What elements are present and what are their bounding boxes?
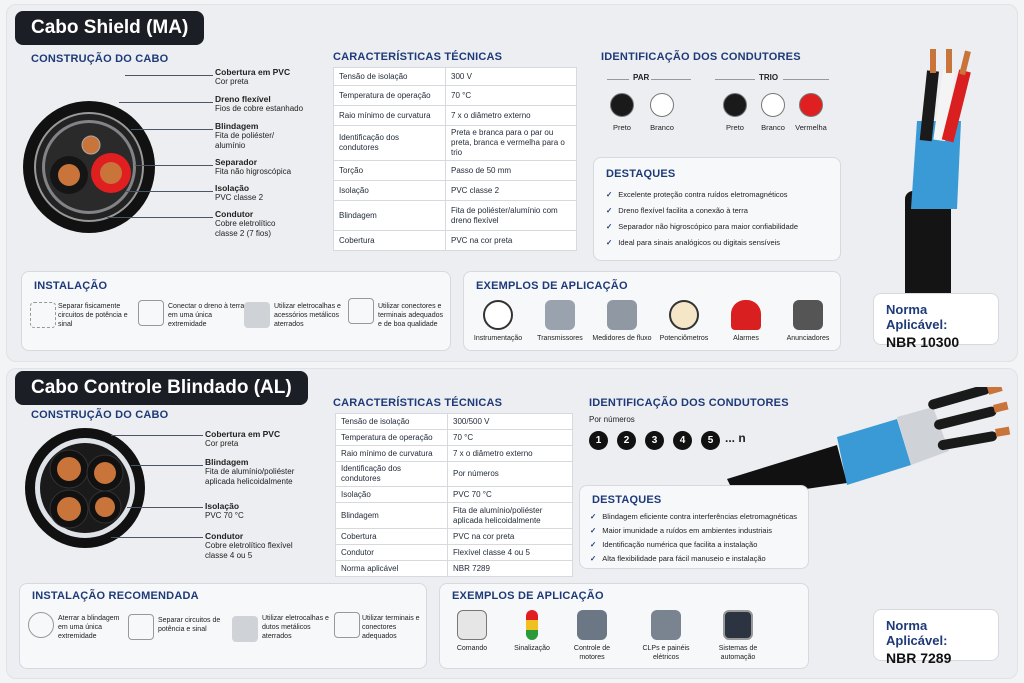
megaphone-icon [793, 300, 823, 330]
leader-line [125, 75, 213, 76]
cable-tray-icon [232, 616, 258, 642]
number-badge: 4 [673, 431, 692, 450]
conductor-dot-branco [650, 93, 674, 117]
connector-icon [334, 612, 360, 638]
specs-heading-ma: CARACTERÍSTICAS TÉCNICAS [333, 51, 503, 63]
check-icon: ✓ [606, 238, 613, 247]
label-blindagem-ma: Blindagem Fita de poliéster/ alumínio [215, 121, 275, 150]
cabo-shield-panel [6, 4, 1018, 362]
transmitter-icon [545, 300, 575, 330]
highlights-card-al [579, 485, 809, 569]
apps-card-al [439, 583, 809, 669]
id-sub: Por números [589, 415, 635, 424]
install-card-al [19, 583, 427, 669]
conductor-dot-branco [761, 93, 785, 117]
color-label: Preto [613, 123, 631, 132]
table-row: Temperatura de operação 70 °C [334, 86, 577, 106]
highlight-item: ✓ Separador não higroscópico para maior confiabilidade [606, 222, 798, 231]
leader-line [125, 191, 213, 192]
cable-illustration-al [727, 387, 1013, 499]
number-badge: 5 [701, 431, 720, 450]
leader-line [119, 102, 213, 103]
trio-label: TRIO [759, 73, 779, 82]
leader-line [107, 217, 213, 218]
app-item: Sistemas de automação [708, 610, 768, 662]
color-label: Branco [761, 123, 785, 132]
potentiometer-icon [669, 300, 699, 330]
highlights-card-ma [593, 157, 841, 261]
leader-line [135, 165, 213, 166]
color-label: Branco [650, 123, 674, 132]
specs-table-al [335, 413, 573, 577]
check-icon: ✓ [590, 540, 597, 549]
ground-icon [28, 612, 54, 638]
connector-icon [348, 298, 374, 324]
table-row: Identificação dos condutores Preta e branca para o par ou preta, branca e vermelha para o trio [334, 126, 577, 161]
app-item: Anunciadores [778, 300, 838, 343]
number-badge: 3 [645, 431, 664, 450]
construction-heading-ma: CONSTRUÇÃO DO CABO [31, 53, 169, 65]
specs-table-ma [333, 67, 577, 251]
conductor-dot-preto [723, 93, 747, 117]
check-icon: ✓ [590, 512, 597, 521]
install-item: Utilizar conectores e terminais adequados e de boa qualidade [378, 303, 443, 328]
apps-card-ma [463, 271, 841, 351]
color-label: Preto [726, 123, 744, 132]
install-item: Utilizar eletrocalhas e dutos metálicos aterrados [262, 615, 329, 640]
id-heading-al: IDENTIFICAÇÃO DOS CONDUTORES [589, 397, 789, 409]
motor-icon [577, 610, 607, 640]
alarm-icon [731, 300, 761, 330]
install-item: Utilizar eletrocalhas e acessórios metálicos aterrados [274, 303, 341, 328]
conductor-dot-vermelha [799, 93, 823, 117]
install-item: Separar fisicamente circuitos de potência e sinal [58, 303, 128, 328]
table-row: Identificação dos condutores Por números [336, 462, 573, 487]
install-item: Separar circuitos de potência e sinal [158, 617, 221, 633]
par-label: PAR [633, 73, 650, 82]
ground-icon [138, 300, 164, 326]
leader-line [131, 129, 213, 130]
signal-tower-icon [526, 610, 538, 640]
install-item: Utilizar terminais e conectores adequados [362, 615, 420, 640]
cabo-controle-panel [6, 368, 1018, 679]
app-item: Instrumentação [468, 300, 528, 343]
norm-box-al [873, 609, 999, 666]
control-panel-icon [457, 610, 487, 640]
table-row: Blindagem Fita de alumínio/poliéster aplicada helicoidalmente [336, 503, 573, 529]
leader-line [127, 507, 203, 508]
app-item: Potenciômetros [654, 300, 714, 343]
cable-cross-section-al [19, 425, 159, 551]
number-badge: 1 [589, 431, 608, 450]
conductor-dot-preto [610, 93, 634, 117]
app-item: Sinalização [502, 610, 562, 653]
highlight-item: ✓ Identificação numérica que facilita a instalação [590, 540, 758, 549]
highlight-item: ✓ Blindagem eficiente contra interferências eletromagnéticas [590, 512, 797, 521]
flow-meter-icon [607, 300, 637, 330]
table-row: Tensão de isolação 300 V [334, 68, 577, 86]
check-icon: ✓ [606, 206, 613, 215]
label-condutor-al: Condutor Cobre eletrolítico flexível classe 4 ou 5 [205, 531, 293, 560]
table-row: Cobertura PVC na cor preta [334, 231, 577, 251]
app-item: Transmissores [530, 300, 590, 343]
specs-heading-al: CARACTERÍSTICAS TÉCNICAS [333, 397, 503, 409]
leader-line [111, 537, 203, 538]
check-icon: ✓ [606, 222, 613, 231]
install-card-ma [21, 271, 451, 351]
leader-line [131, 465, 203, 466]
highlight-item: ✓ Maior imunidade a ruídos em ambientes industriais [590, 526, 772, 535]
table-row: Raio mínimo de curvatura 7 x o diâmetro externo [336, 446, 573, 462]
table-row: Norma aplicável NBR 7289 [336, 561, 573, 577]
divider [607, 79, 629, 80]
label-condutor-ma: Condutor Cobre eletrolítico classe 2 (7 fios) [215, 209, 276, 238]
check-icon: ✓ [590, 526, 597, 535]
norm-value: NBR 7289 [886, 650, 952, 666]
check-icon: ✓ [590, 554, 597, 563]
install-heading: INSTALAÇÃO [34, 280, 108, 292]
app-item: Controle de motores [562, 610, 622, 662]
panel-title-ma: Cabo Shield (MA) [15, 11, 204, 45]
table-row: Condutor Flexível classe 4 ou 5 [336, 545, 573, 561]
norm-title: Norma Aplicável: [886, 302, 948, 332]
cable-illustration-ma [887, 41, 1007, 301]
number-tail: ... n [725, 431, 746, 445]
highlight-item: ✓ Dreno flexível facilita a conexão à terra [606, 206, 748, 215]
apps-heading: EXEMPLOS DE APLICAÇÃO [476, 280, 628, 292]
id-heading-ma: IDENTIFICAÇÃO DOS CONDUTORES [601, 51, 801, 63]
apps-heading: EXEMPLOS DE APLICAÇÃO [452, 590, 604, 602]
install-item: Aterrar a blindagem em uma única extremidade [58, 615, 120, 640]
highlight-item: ✓ Alta flexibilidade para fácil manuseio e instalação [590, 554, 766, 563]
label-cobertura-al: Cobertura em PVC Cor preta [205, 429, 281, 448]
highlight-item: ✓ Ideal para sinais analógicos ou digitais sensíveis [606, 238, 781, 247]
gauge-icon [483, 300, 513, 330]
table-row: Isolação PVC 70 °C [336, 487, 573, 503]
divider [715, 79, 755, 80]
install-heading: INSTALAÇÃO RECOMENDADA [32, 590, 199, 602]
highlights-heading: DESTAQUES [606, 168, 676, 180]
monitor-icon [723, 610, 753, 640]
divider [783, 79, 829, 80]
color-label: Vermelha [795, 123, 827, 132]
check-icon: ✓ [606, 190, 613, 199]
label-isolacao-al: Isolação PVC 70 °C [205, 501, 244, 520]
highlights-heading: DESTAQUES [592, 494, 662, 506]
cable-tray-icon [244, 302, 270, 328]
label-isolacao-ma: Isolação PVC classe 2 [215, 183, 264, 202]
signal-wave-icon [128, 614, 154, 640]
plc-panel-icon [651, 610, 681, 640]
app-item: Medidores de fluxo [592, 300, 652, 343]
table-row: Blindagem Fita de poliéster/alumínio com dreno flexível [334, 201, 577, 231]
separation-icon [30, 302, 56, 328]
norm-value: NBR 10300 [886, 334, 960, 350]
number-badge: 2 [617, 431, 636, 450]
divider [651, 79, 691, 80]
highlight-item: ✓ Excelente proteção contra ruídos eletromagnéticos [606, 190, 788, 199]
panel-title-al: Cabo Controle Blindado (AL) [15, 371, 308, 405]
label-blindagem-al: Blindagem Fita de alumínio/poliéster aplicada helicoidalmente [205, 457, 295, 486]
construction-heading-al: CONSTRUÇÃO DO CABO [31, 409, 169, 421]
label-separador-ma: Separador Fita não higroscópica [215, 157, 292, 176]
app-item: CLPs e painéis elétricos [636, 610, 696, 662]
table-row: Raio mínimo de curvatura 7 x o diâmetro externo [334, 106, 577, 126]
norm-box-ma [873, 293, 999, 350]
norm-title: Norma Aplicável: [886, 618, 948, 648]
table-row: Isolação PVC classe 2 [334, 181, 577, 201]
table-row: Cobertura PVC na cor preta [336, 529, 573, 545]
install-item: Conectar o dreno à terra em uma única extremidade [168, 303, 245, 328]
label-cobertura-ma: Cobertura em PVC Cor preta [215, 67, 291, 86]
cable-cross-section-ma [21, 67, 159, 247]
table-row: Torção Passo de 50 mm [334, 161, 577, 181]
table-row: Temperatura de operação 70 °C [336, 430, 573, 446]
app-item: Alarmes [716, 300, 776, 343]
label-dreno-ma: Dreno flexível Fios de cobre estanhado [215, 94, 304, 113]
app-item: Comando [442, 610, 502, 653]
table-row: Tensão de isolação 300/500 V [336, 414, 573, 430]
leader-line [111, 435, 203, 436]
